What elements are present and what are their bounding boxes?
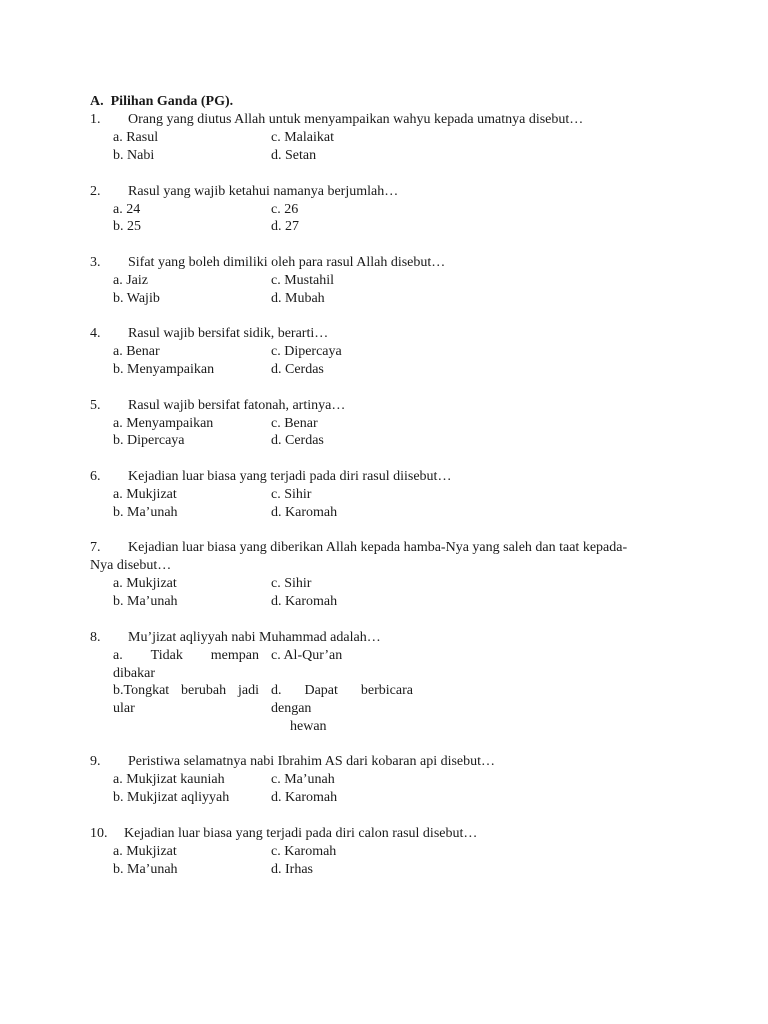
question-text: Kejadian luar biasa yang terjadi pada diri rasul diisebut… [128,469,452,484]
option-d: d. 27 [271,219,299,234]
option-d: d. Setan [271,148,317,163]
option-d-line2: dengan [271,701,312,716]
option-b-line1 [113,682,259,700]
question-number: 5. [90,398,101,413]
question-text: Rasul yang wajib ketahui namanya berjumlah… [128,184,399,199]
question-number: 2. [90,184,101,199]
option-b: b. Nabi [113,148,155,163]
option-a-line2: dibakar [113,666,155,681]
option-d: d. Mubah [271,291,325,306]
question-text: Mu’jizat aqliyyah nabi Muhammad adalah… [128,630,381,645]
question-number: 6. [90,469,101,484]
option-d: d. Cerdas [271,362,324,377]
option-b: b. Menyampaikan [113,362,215,377]
question-text: Rasul wajib bersifat fatonah, artinya… [128,398,346,413]
question-text-line2: Nya disebut… [90,558,172,573]
option-a: a. Mukjizat [113,487,177,502]
section-title: Pilihan Ganda (PG). [110,94,234,109]
option-d: d. Cerdas [271,433,324,448]
option-a-word: mempan [210,648,259,663]
option-b: b. Ma’unah [113,594,178,609]
question-number: 1. [90,112,101,127]
question-number: 7. [90,540,101,555]
question-number: 3. [90,255,101,270]
option-b: b. Wajib [113,291,160,306]
option-b: b. Mukjizat aqliyyah [113,790,230,805]
question-number: 9. [90,754,101,769]
question-number: 10. [90,826,108,841]
option-b: b. Ma’unah [113,505,178,520]
question-number: 4. [90,326,101,341]
option-c: c. Al-Qur’an [271,648,343,663]
option-c: c. Mustahil [271,273,334,288]
option-c: c. Karomah [271,844,337,859]
option-a: a. Benar [113,344,160,359]
option-c: c. 26 [271,202,299,217]
option-d-line1 [271,682,413,700]
option-c: c. Malaikat [271,130,334,145]
option-d: d. Karomah [271,790,338,805]
question-text: Rasul wajib bersifat sidik, berarti… [128,326,329,341]
option-d-word: Dapat [304,683,338,698]
question-number: 8. [90,630,101,645]
option-a: a. Mukjizat [113,844,177,859]
option-b: b. 25 [113,219,141,234]
option-b-word: berubah [181,683,227,698]
question-text: Kejadian luar biasa yang terjadi pada diri calon rasul disebut… [124,826,478,841]
option-a: a. Jaiz [113,273,148,288]
option-a: a. 24 [113,202,141,217]
option-c: c. Benar [271,416,318,431]
option-d: d. Irhas [271,862,313,877]
option-b: b. Ma’unah [113,862,178,877]
option-a: a. Rasul [113,130,159,145]
option-d: d. Karomah [271,594,338,609]
option-d-line3: hewan [290,719,327,734]
option-a-word: a. [113,648,123,663]
option-c: c. Sihir [271,576,312,591]
option-b: b. Dipercaya [113,433,185,448]
question-text: Peristiwa selamatnya nabi Ibrahim AS dari kobaran api disebut… [128,754,496,769]
section-header [90,93,233,111]
question-text: Sifat yang boleh dimiliki oleh para rasul Allah disebut… [128,255,446,270]
option-d-word: d. [271,683,282,698]
option-c: c. Sihir [271,487,312,502]
option-b-word: jadi [238,683,259,698]
question-text-line1: Kejadian luar biasa yang diberikan Allah kepada hamba-Nya yang saleh dan taat kepada- [128,540,628,555]
option-c: c. Ma’unah [271,772,335,787]
option-a: a. Mukjizat kauniah [113,772,225,787]
question-text: Orang yang diutus Allah untuk menyampaikan wahyu kepada umatnya disebut… [128,112,584,127]
option-b-word: b.Tongkat [113,683,170,698]
option-d-word: berbicara [360,683,413,698]
section-letter: A. [90,94,104,109]
option-a-word: Tidak [150,648,183,663]
option-d: d. Karomah [271,505,338,520]
option-b-line2: ular [113,701,135,716]
option-a: a. Mukjizat [113,576,177,591]
option-a: a. Menyampaikan [113,416,214,431]
option-a-line1 [113,647,259,665]
option-c: c. Dipercaya [271,344,342,359]
